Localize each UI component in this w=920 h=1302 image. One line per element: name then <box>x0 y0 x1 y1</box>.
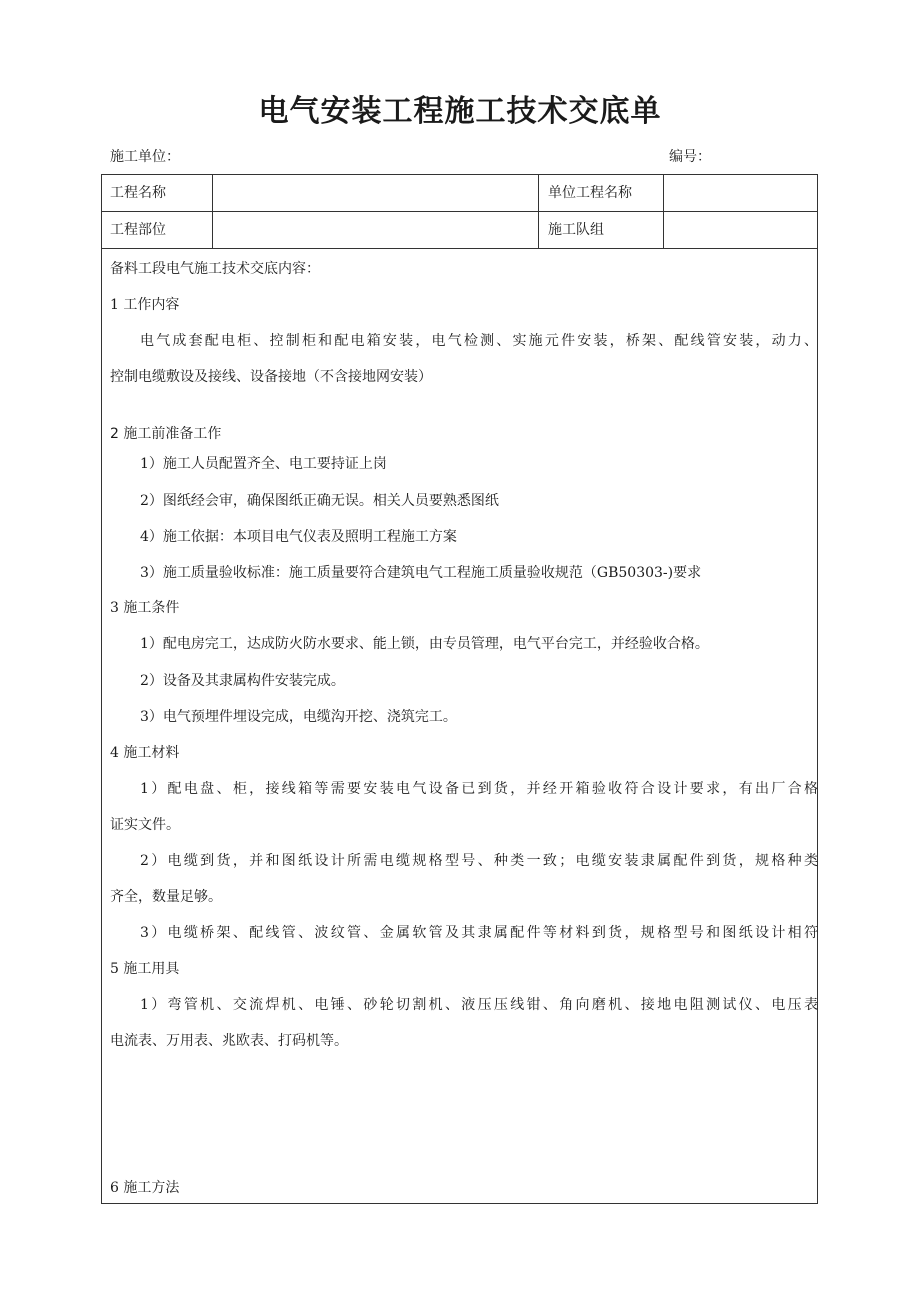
section-6-heading: 6 施工方法 <box>110 1180 180 1196</box>
disclosure-form <box>101 174 818 1204</box>
section-4-item: 齐全，数量足够。 <box>110 889 222 905</box>
section-3-item: 1）配电房完工，达成防火防水要求、能上锁，由专员管理，电气平台完工，并经验收合格。 <box>140 636 709 652</box>
section-3-item: 3）电气预埋件埋设完成，电缆沟开挖、浇筑完工。 <box>140 709 457 725</box>
construction-unit-label: 施工单位： <box>110 149 180 165</box>
row-divider <box>102 248 817 249</box>
section-5-text: 电流表、万用表、兆欧表、打码机等。 <box>110 1033 348 1049</box>
section-3-heading: 3 施工条件 <box>110 600 180 616</box>
section-2-item: 2）图纸经会审，确保图纸正确无误。相关人员要熟悉图纸 <box>140 493 499 509</box>
section-4-item: 3）电缆桥架、配线管、波纹管、金属软管及其隶属配件等材料到货，规格型号和图纸设计相符 <box>140 925 818 941</box>
page-title: 电气安装工程施工技术交底单 <box>258 94 662 129</box>
section-4-item: 1）配电盘、柜，接线箱等需要安装电气设备已到货，并经开箱验收符合设计要求，有出厂合格 <box>140 781 818 797</box>
section-1-text: 电气成套配电柜、控制柜和配电箱安装，电气检测、实施元件安装，桥架、配线管安装，动力、 <box>140 333 818 349</box>
section-2-heading: 2 施工前准备工作 <box>110 426 222 442</box>
section-2-item: 1）施工人员配置齐全、电工要持证上岗 <box>140 456 387 472</box>
section-2-item: 3）施工质量验收标准：施工质量要符合建筑电气工程施工质量验收规范（GB50303-)要求 <box>140 565 702 581</box>
project-part-value[interactable] <box>220 216 530 244</box>
column-divider <box>212 175 213 248</box>
section-4-item: 2）电缆到货，并和图纸设计所需电缆规格型号、种类一致；电缆安装隶属配件到货，规格种类 <box>140 853 818 869</box>
section-5-heading: 5 施工用具 <box>110 961 180 977</box>
unit-project-name-value[interactable] <box>670 179 810 207</box>
construction-team-label: 施工队组 <box>548 222 604 238</box>
construction-team-value[interactable] <box>670 216 810 244</box>
section-1-heading: 1 工作内容 <box>110 297 180 313</box>
column-divider <box>538 175 539 248</box>
column-divider <box>663 175 664 248</box>
section-4-item: 证实文件。 <box>110 817 180 833</box>
project-part-label: 工程部位 <box>110 222 166 238</box>
section-3-item: 2）设备及其隶属构件安装完成。 <box>140 673 345 689</box>
section-4-heading: 4 施工材料 <box>110 745 180 761</box>
project-name-value[interactable] <box>220 179 530 207</box>
project-name-label: 工程名称 <box>110 185 166 201</box>
unit-project-name-label: 单位工程名称 <box>548 185 632 201</box>
section-2-item: 4）施工依据：本项目电气仪表及照明工程施工方案 <box>140 529 457 545</box>
section-1-text: 控制电缆敷设及接线、设备接地（不含接地网安装） <box>110 369 432 385</box>
content-intro: 备料工段电气施工技术交底内容： <box>110 261 320 277</box>
row-divider <box>102 211 817 212</box>
section-5-text: 1）弯管机、交流焊机、电锤、砂轮切割机、液压压线钳、角向磨机、接地电阻测试仪、电压表 <box>140 997 818 1013</box>
document-number-label: 编号： <box>669 149 711 165</box>
